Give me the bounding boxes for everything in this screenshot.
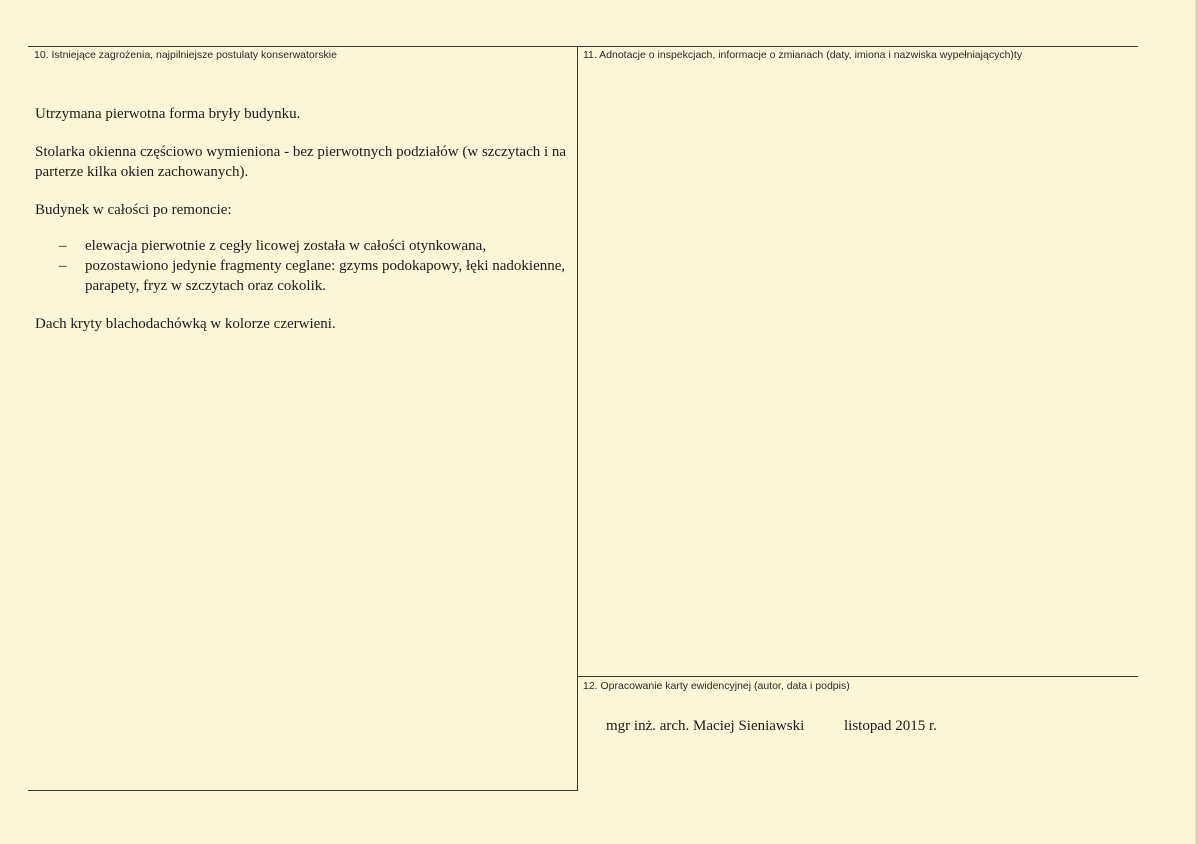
section-10-content bbox=[35, 104, 570, 352]
list-item-text: pozostawiono jedynie fragmenty ceglane: gzyms podokapowy, łęki nadokienne, parapety, fryz w szczytach oraz cokolik. bbox=[85, 258, 566, 294]
column-divider bbox=[577, 46, 578, 790]
bullet-marker: – bbox=[59, 258, 67, 274]
author-date: listopad 2015 r. bbox=[844, 718, 937, 734]
section-10-label: 10. Istniejące zagrożenia, najpilniejsze postulaty konserwatorskie bbox=[34, 49, 337, 61]
paragraph-renovation: Budynek w całości po remoncie: bbox=[35, 202, 232, 218]
list-item bbox=[35, 236, 570, 256]
bottom-rule bbox=[28, 790, 578, 791]
list-item-text: elewacja pierwotnie z cegły licowej została w całości otynkowana, bbox=[85, 238, 487, 254]
bullet-marker: – bbox=[59, 238, 67, 254]
section-11-label: 11. Adnotacje o inspekcjach, informacje o zmianach (daty, imiona i nazwiska wypełniających)ty bbox=[583, 49, 1023, 61]
list-item bbox=[35, 256, 570, 296]
author-name: mgr inż. arch. Maciej Sieniawski bbox=[606, 718, 805, 734]
paragraph-roof: Dach kryty blachodachówką w kolorze czerwieni. bbox=[35, 316, 336, 332]
section-12-label: 12. Opracowanie karty ewidencyjnej (autor, data i podpis) bbox=[583, 680, 850, 692]
top-rule bbox=[28, 46, 1138, 47]
section-12-rule bbox=[577, 676, 1138, 677]
paragraph-form: Utrzymana pierwotna forma bryły budynku. bbox=[35, 106, 301, 122]
paragraph-windows: Stolarka okienna częściowo wymieniona - bez pierwotnych podziałów (w szczytach i na parterze kilka okien zachowanych). bbox=[35, 144, 567, 180]
renovation-list bbox=[35, 236, 570, 296]
